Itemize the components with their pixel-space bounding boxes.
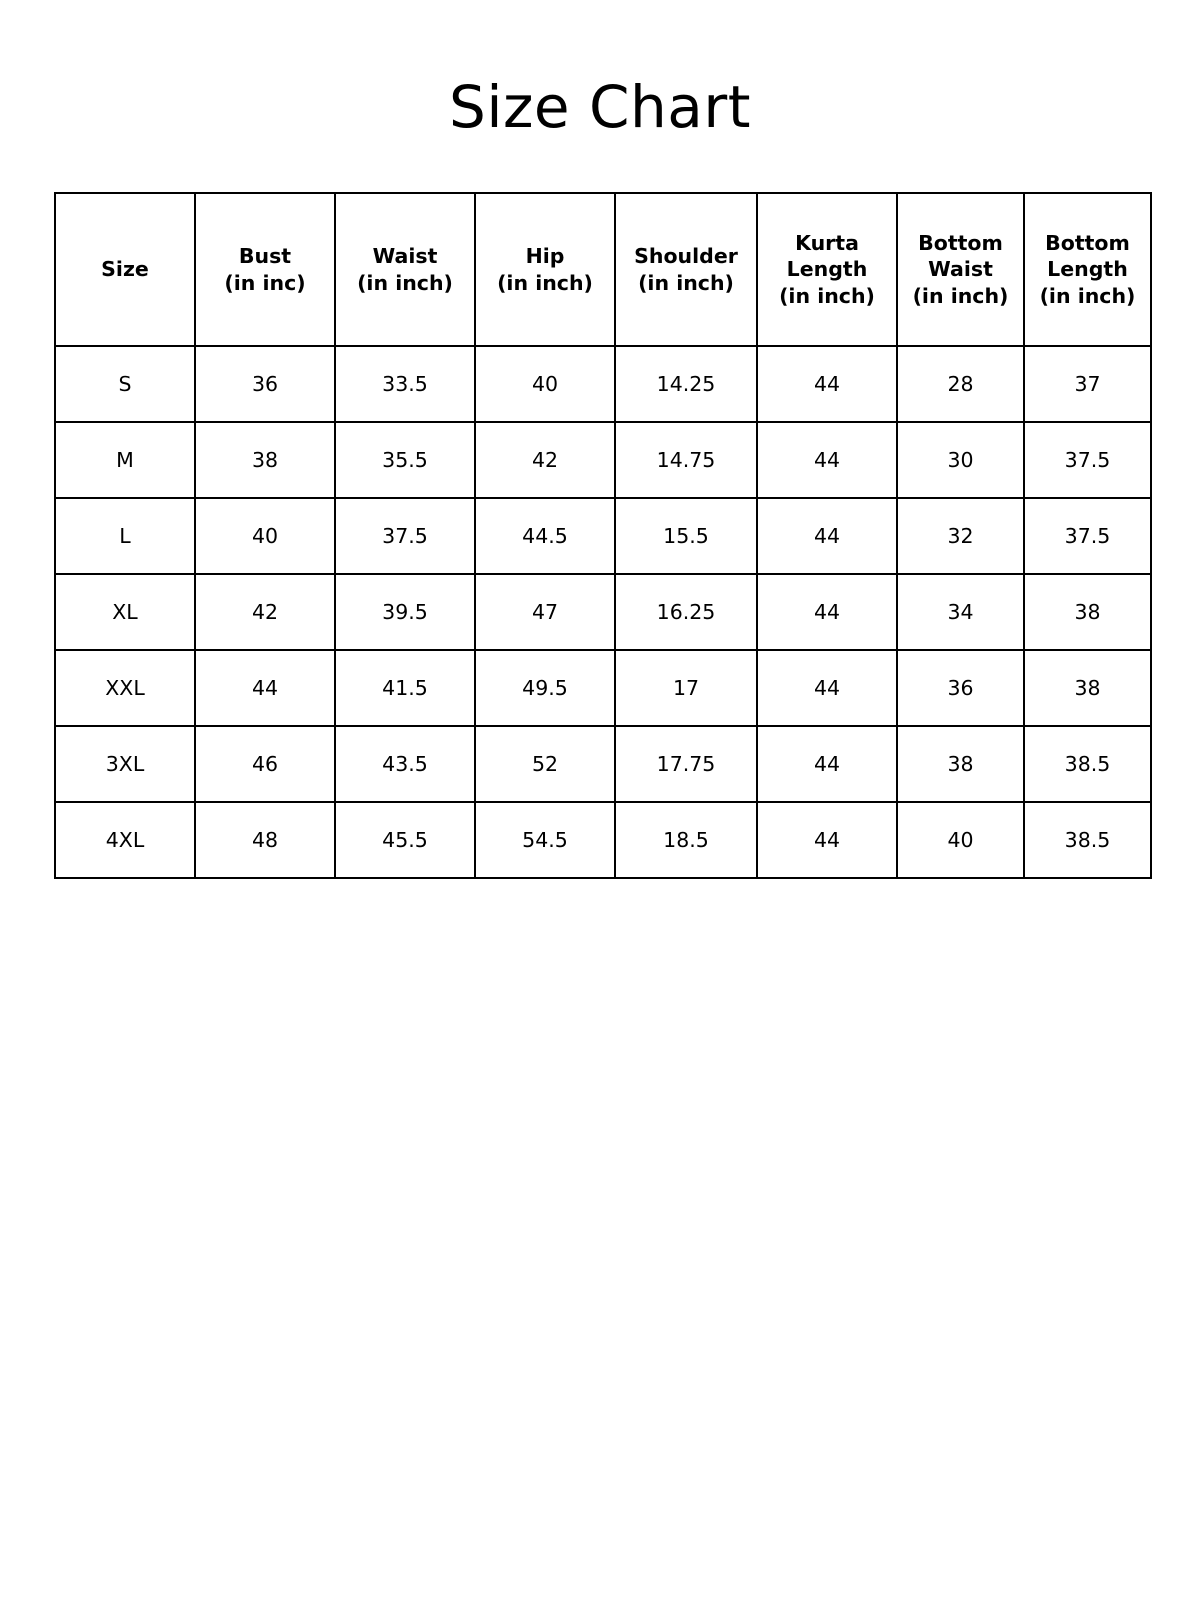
cell-kurta-length: 44 [757, 498, 897, 574]
column-header-bottom-waist [897, 193, 1024, 346]
cell-shoulder: 14.75 [615, 422, 757, 498]
cell-kurta-length: 44 [757, 726, 897, 802]
cell-waist: 35.5 [335, 422, 475, 498]
table-body [55, 346, 1151, 878]
header-label-line1: Bottom Length [1045, 231, 1130, 282]
cell-hip: 42 [475, 422, 615, 498]
header-label-line1: Bust [238, 244, 292, 269]
header-label-line2: (in inch) [1039, 283, 1136, 308]
column-header-bottom-length [1024, 193, 1151, 346]
cell-shoulder: 17.75 [615, 726, 757, 802]
cell-size: M [55, 422, 195, 498]
cell-size: 3XL [55, 726, 195, 802]
cell-kurta-length: 44 [757, 422, 897, 498]
table-row [55, 802, 1151, 878]
table-row [55, 726, 1151, 802]
cell-kurta-length: 44 [757, 574, 897, 650]
cell-hip: 54.5 [475, 802, 615, 878]
cell-hip: 40 [475, 346, 615, 422]
cell-waist: 45.5 [335, 802, 475, 878]
header-label-line1: Shoulder [634, 244, 738, 269]
cell-waist: 41.5 [335, 650, 475, 726]
cell-bust: 42 [195, 574, 335, 650]
column-header-size [55, 193, 195, 346]
cell-bottom-waist: 38 [897, 726, 1024, 802]
header-label-line1: Waist [372, 244, 438, 269]
cell-hip: 49.5 [475, 650, 615, 726]
cell-size: XXL [55, 650, 195, 726]
column-header-bust [195, 193, 335, 346]
table-row [55, 574, 1151, 650]
cell-hip: 44.5 [475, 498, 615, 574]
column-header-kurta-length [757, 193, 897, 346]
cell-shoulder: 15.5 [615, 498, 757, 574]
page-title: Size Chart [449, 73, 751, 141]
header-label-line2: (in inch) [638, 270, 734, 295]
header-label-line2: (in inch) [497, 270, 593, 295]
cell-bottom-length: 37.5 [1024, 498, 1151, 574]
cell-hip: 52 [475, 726, 615, 802]
table-row [55, 498, 1151, 574]
header-label-line2: (in inch) [779, 283, 875, 308]
table-row [55, 346, 1151, 422]
cell-size: 4XL [55, 802, 195, 878]
cell-bust: 46 [195, 726, 335, 802]
column-header-hip [475, 193, 615, 346]
cell-kurta-length: 44 [757, 346, 897, 422]
header-label-line1: Hip [525, 244, 565, 269]
cell-shoulder: 16.25 [615, 574, 757, 650]
cell-waist: 33.5 [335, 346, 475, 422]
cell-hip: 47 [475, 574, 615, 650]
cell-bottom-waist: 30 [897, 422, 1024, 498]
cell-kurta-length: 44 [757, 802, 897, 878]
header-label-line2: (in inch) [912, 283, 1009, 308]
cell-bust: 48 [195, 802, 335, 878]
header-label-line2: (in inch) [357, 270, 453, 295]
cell-size: S [55, 346, 195, 422]
cell-bust: 44 [195, 650, 335, 726]
table-row [55, 650, 1151, 726]
cell-bottom-waist: 28 [897, 346, 1024, 422]
size-chart-table [54, 192, 1152, 879]
cell-bottom-length: 38.5 [1024, 802, 1151, 878]
cell-waist: 37.5 [335, 498, 475, 574]
cell-bottom-waist: 32 [897, 498, 1024, 574]
header-label-line1: Kurta Length [786, 231, 868, 282]
column-header-waist [335, 193, 475, 346]
cell-shoulder: 14.25 [615, 346, 757, 422]
header-row [55, 193, 1151, 346]
table-row [55, 422, 1151, 498]
column-header-shoulder [615, 193, 757, 346]
header-label-line1: Size [101, 257, 149, 282]
cell-bottom-waist: 36 [897, 650, 1024, 726]
cell-bottom-length: 37 [1024, 346, 1151, 422]
header-label-line1: Bottom Waist [918, 231, 1003, 282]
cell-shoulder: 18.5 [615, 802, 757, 878]
size-chart-table-container [26, 136, 1174, 879]
cell-size: L [55, 498, 195, 574]
table-header [55, 193, 1151, 346]
cell-bottom-waist: 34 [897, 574, 1024, 650]
cell-waist: 43.5 [335, 726, 475, 802]
cell-size: XL [55, 574, 195, 650]
cell-bottom-length: 38 [1024, 574, 1151, 650]
cell-bust: 40 [195, 498, 335, 574]
header-label-line2: (in inc) [224, 270, 306, 295]
cell-bust: 38 [195, 422, 335, 498]
cell-bottom-length: 37.5 [1024, 422, 1151, 498]
cell-waist: 39.5 [335, 574, 475, 650]
cell-bottom-waist: 40 [897, 802, 1024, 878]
cell-shoulder: 17 [615, 650, 757, 726]
cell-kurta-length: 44 [757, 650, 897, 726]
cell-bottom-length: 38 [1024, 650, 1151, 726]
cell-bottom-length: 38.5 [1024, 726, 1151, 802]
cell-bust: 36 [195, 346, 335, 422]
